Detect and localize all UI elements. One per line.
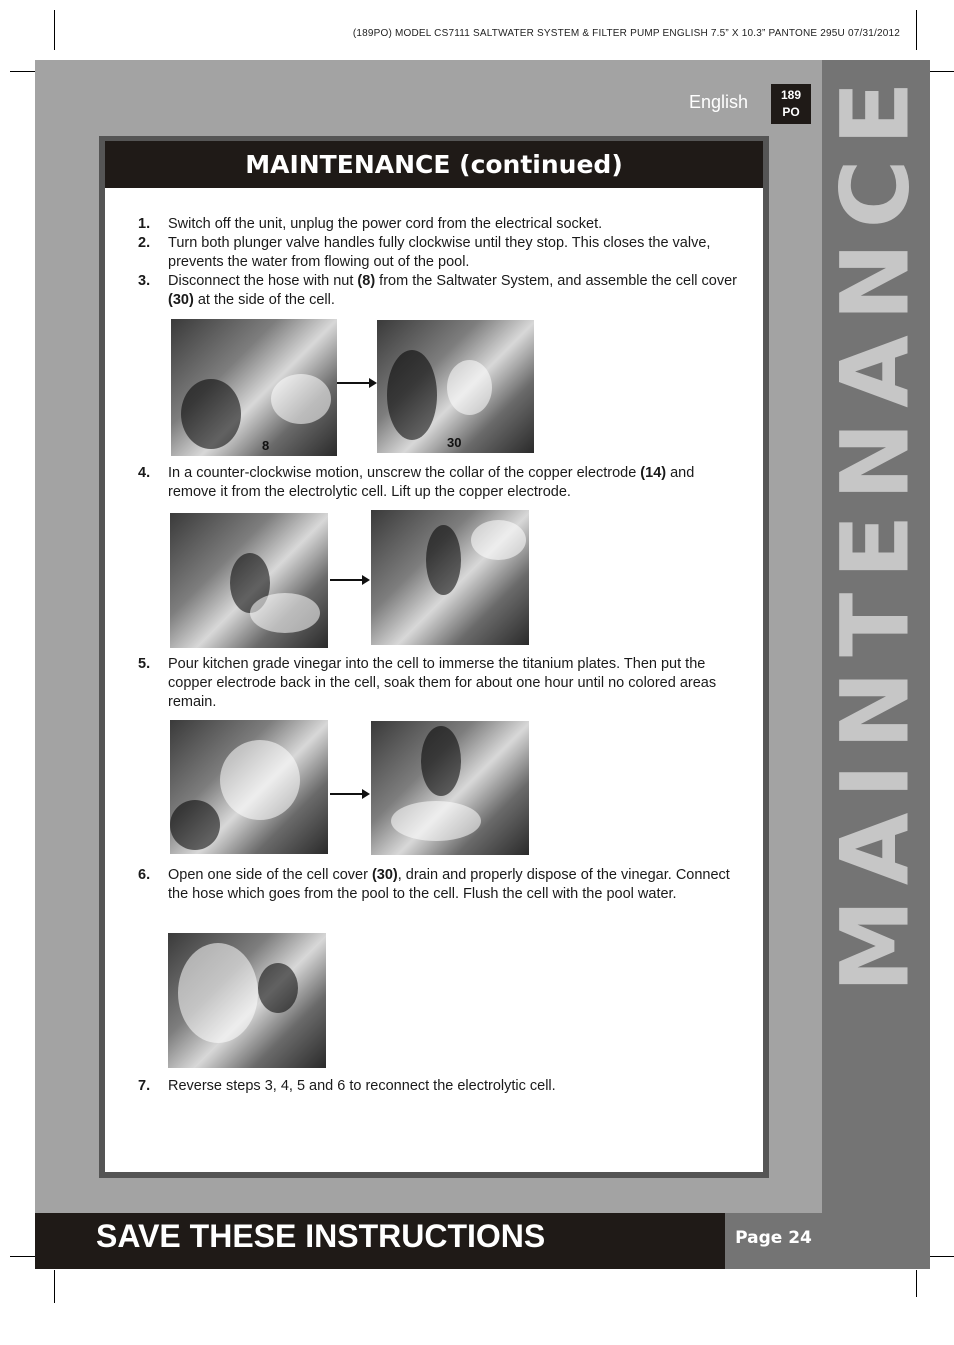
photo-lift-electrode (371, 510, 529, 645)
badge-line-2: PO (782, 105, 800, 119)
part-reference: (30) (371, 867, 398, 883)
step-text: Turn both plunger valve handles fully clockwise until they stop. This closes the valve, prevents the water from flowing out of the pool. (168, 235, 711, 270)
language-badge (771, 84, 811, 124)
part-reference: (8) (357, 273, 376, 289)
step-4 (138, 464, 738, 502)
step-number: 2. (138, 235, 151, 251)
step-text: Pour kitchen grade vinegar into the cell to immerse the titanium plates. Then put the copper electrode back in the cell, soak them for about one hour until no colored areas remain. (168, 656, 717, 710)
photo-drain-vinegar (168, 933, 326, 1068)
step-text: In a counter-clockwise motion, unscrew the collar of the copper electrode (14) and remove it from the electrolytic cell. Lift up the copper electrode. (168, 465, 695, 500)
badge-line-1: 189 (780, 88, 802, 102)
step-number: 5. (138, 656, 151, 672)
photo-label-cover: 30 (447, 435, 462, 450)
arrow-icon (330, 579, 368, 581)
step-number: 3. (138, 273, 151, 289)
step-2 (138, 234, 738, 272)
step-number: 7. (138, 1078, 151, 1094)
step-number: 4. (138, 465, 151, 481)
step-number: 1. (138, 216, 151, 232)
photo-label-nut: 8 (262, 438, 270, 453)
step-text: Switch off the unit, unplug the power cord from the electrical socket. (168, 216, 603, 232)
photo-unscrew-collar (170, 513, 328, 648)
part-reference: (30) (168, 292, 194, 308)
step-3 (138, 272, 738, 310)
photo-cell-cover (377, 320, 534, 453)
sidebar-word: MAINTENANCE (822, 67, 930, 993)
print-header: (189PO) MODEL CS7111 SALTWATER SYSTEM & FILTER PUMP ENGLISH 7.5” X 10.3” PANTONE 295U 07/31/2012 (352, 28, 900, 39)
crop-mark (54, 1270, 55, 1303)
step-5 (138, 655, 738, 712)
step-6 (138, 866, 738, 904)
photo-soak-electrode (371, 721, 529, 855)
step-text: Open one side of the cell cover (30), drain and properly dispose of the vinegar. Connect the hose which goes from the pool to the cell. Flush the cell with the pool water. (168, 867, 730, 902)
part-reference: (14) (640, 465, 667, 481)
sidebar (822, 60, 930, 1269)
crop-mark (916, 10, 917, 50)
step-text: Disconnect the hose with nut (8) from the Saltwater System, and assemble the cell cover (30) at the side of the cell. (168, 273, 738, 308)
footer-title: SAVE THESE INSTRUCTIONS (96, 1218, 546, 1254)
step-number: 6. (138, 867, 151, 883)
step-1 (138, 215, 738, 234)
photo-pour-vinegar (170, 720, 328, 854)
page-number: Page 24 (725, 1213, 822, 1269)
language-label: English (689, 92, 749, 112)
section-title: MAINTENANCE (continued) (105, 141, 763, 188)
step-text: Reverse steps 3, 4, 5 and 6 to reconnect the electrolytic cell. (168, 1078, 556, 1094)
step-7 (138, 1077, 738, 1096)
crop-mark (916, 1270, 917, 1297)
arrow-icon (337, 382, 375, 384)
arrow-icon (330, 793, 368, 795)
photo-hose-disconnect (171, 319, 337, 456)
